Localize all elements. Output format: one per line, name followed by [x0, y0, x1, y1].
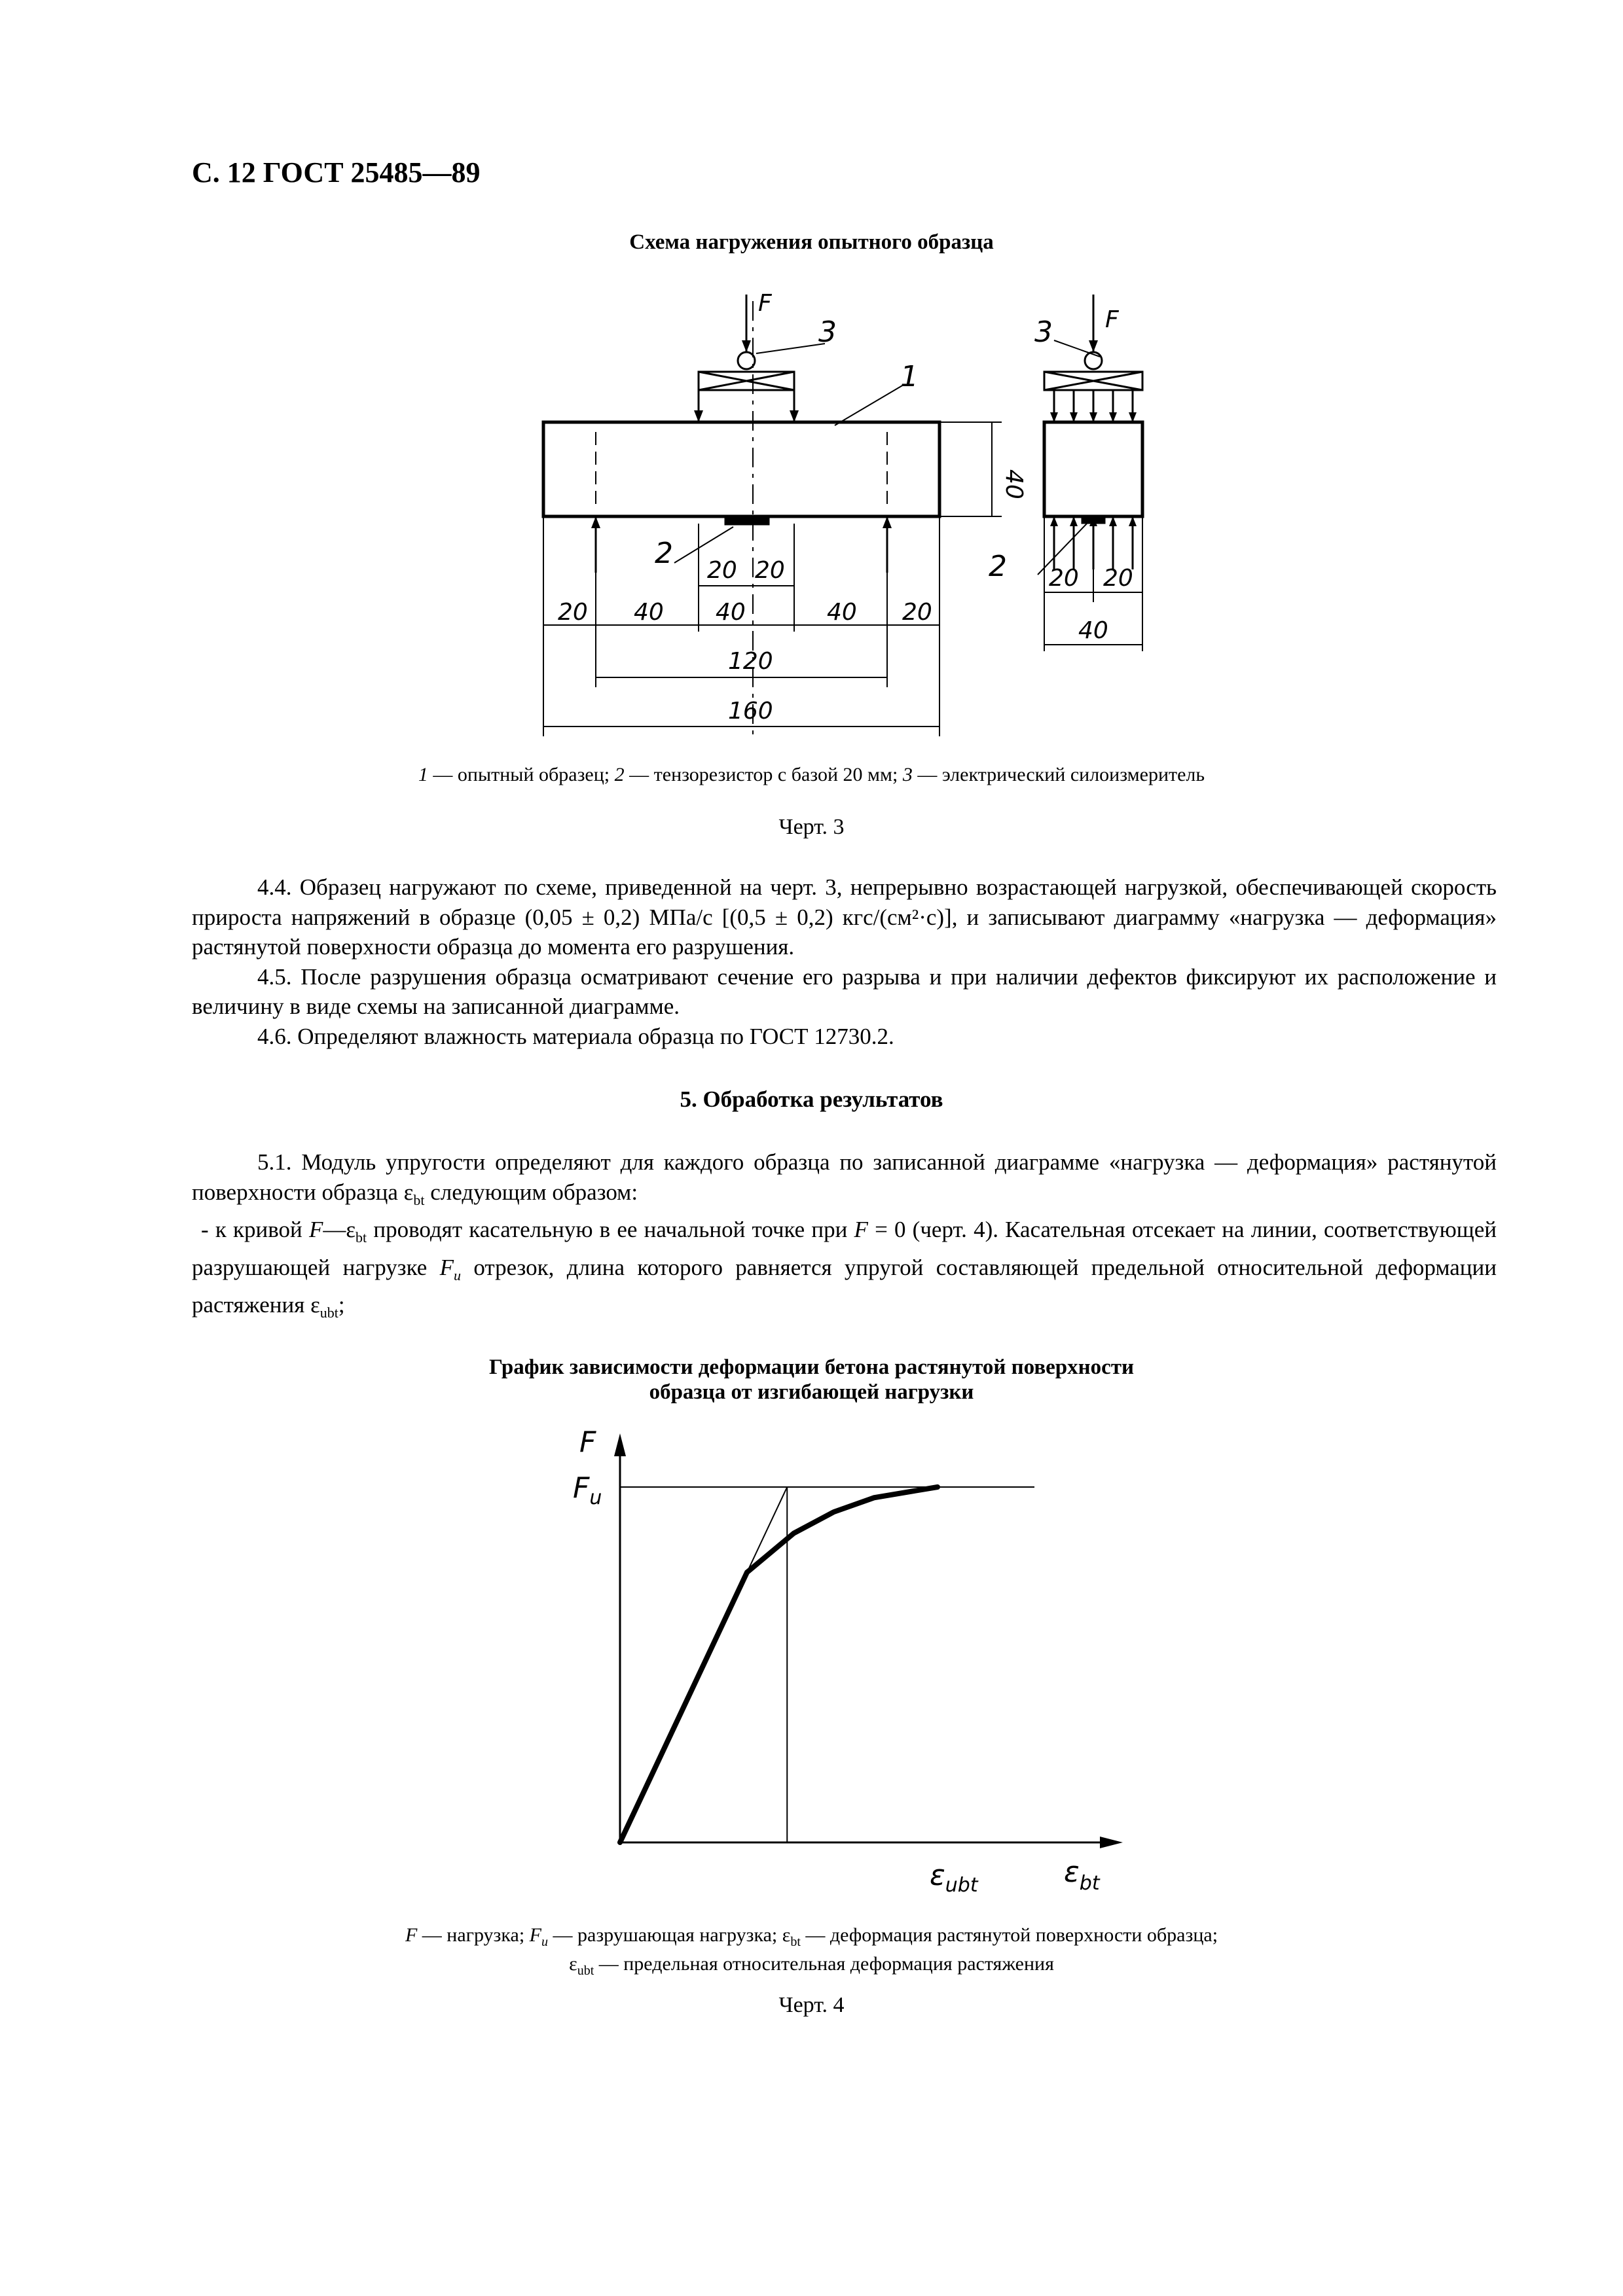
dim-120: 120	[728, 648, 773, 675]
figure4-caption-line2: $\varepsilon_{ubt}$ — предельная относительная деформация растяжения	[569, 1953, 1054, 1978]
paragraph-4-5: 4.5. После разрушения образца осматривают сечение его разрыва и при наличии дефектов фиксируют их расположение и величину в виде схемы на записанной диаграмме.	[192, 963, 1497, 1019]
figure4-caption-line1: F — нагрузка; $F_u$ — разрушающая нагрузка; $\varepsilon_{bt}$ — деформация растянутой поверхности образца;	[405, 1924, 1218, 1949]
callout-2: 2	[655, 537, 673, 570]
bullet-tangent: - к кривой $F—\varepsilon_{bt}$ проводят касательную в ее начальной точке при F = 0 (черт. 4). Касательная отсекает на линии, соответствующей разрушающей нагрузке $F_u$ отрезок, длина которого равняется упругой составляющей предельной относительной деформации растяжения $\varepsilon_{ubt}$;	[192, 1217, 1497, 1321]
section4-text	[192, 872, 1497, 1051]
y-axis-arrow	[614, 1433, 626, 1456]
x-axis-arrow	[1100, 1837, 1123, 1848]
dim-height: 40	[1000, 469, 1027, 499]
specimen-beam	[543, 422, 939, 516]
dim-40-c: 40	[827, 599, 857, 626]
callout-3-side: 3	[1034, 315, 1053, 349]
section5-text	[192, 1147, 1497, 1328]
force-label-main: F	[758, 290, 772, 317]
dim-160: 160	[728, 698, 773, 725]
dim-40-b: 40	[716, 599, 746, 626]
series-curve	[620, 1487, 938, 1842]
page-header: С. 12 ГОСТ 25485—89	[192, 156, 481, 188]
dim-side-40: 40	[1078, 617, 1108, 644]
dim-gauge-20b: 20	[755, 557, 785, 584]
dim-gauge-20a: 20	[707, 557, 737, 584]
callout-3: 3	[818, 315, 837, 349]
dim-20-left: 20	[558, 599, 588, 626]
fu-label: $F_u$	[573, 1471, 602, 1509]
dim-40-a: 40	[634, 599, 664, 626]
paragraph-4-4: 4.4. Образец нагружают по схеме, приведенной на черт. 3, непрерывно возрастающей нагрузкой, обеспечивающей скорость прироста напряжений в образце (0,05 ± 0,2) МПа/с [(0,5 ± 0,2) кгс/(см²·с)], и записывают диаграмму «нагрузка — деформация» растянутой поверхности образца до момента его разрушения.	[192, 874, 1497, 960]
dim-side-20a: 20	[1049, 565, 1079, 592]
dim-20-right: 20	[902, 599, 932, 626]
eps-ubt-label: $\varepsilon_{ubt}$	[930, 1859, 978, 1897]
figure4-caption	[0, 1924, 1623, 1982]
specimen-side-view	[1044, 422, 1142, 516]
paragraph-4-6: 4.6. Определяют влажность материала образца по ГОСТ 12730.2.	[257, 1023, 894, 1049]
strain-gauge	[725, 516, 769, 524]
paragraph-5-1: 5.1. Модуль упругости определяют для каждого образца по записанной диаграмме «нагрузка — деформация» растянутой поверхности образца $\varepsilon_{bt}$ следующим образом:	[192, 1149, 1497, 1208]
force-label-side: F	[1105, 306, 1119, 333]
callout-1: 1	[900, 360, 919, 393]
figure4-title: График зависимости деформации бетона растянутой поверхности образца от изгибающей нагрузки	[488, 1355, 1135, 1404]
section5-heading: 5. Обработка результатов	[680, 1086, 943, 1112]
x-axis-label: $\varepsilon_{bt}$	[1064, 1856, 1100, 1895]
figure4-label: Черт. 4	[778, 1993, 845, 2017]
figure3-label: Черт. 3	[778, 815, 845, 839]
dim-side-20b: 20	[1103, 565, 1133, 592]
figure4-chart	[0, 1420, 1623, 1905]
figure3-title: Схема нагружения опытного образца	[629, 230, 994, 254]
force-meter-icon	[738, 352, 755, 369]
y-axis-label: F	[579, 1426, 596, 1459]
callout-2-side: 2	[989, 550, 1007, 583]
figure3-drawing	[0, 281, 1623, 805]
figure3-caption: 1 — опытный образец; 2 — тензорезистор с базой 20 мм; 3 — электрический силоизмеритель	[418, 764, 1205, 785]
